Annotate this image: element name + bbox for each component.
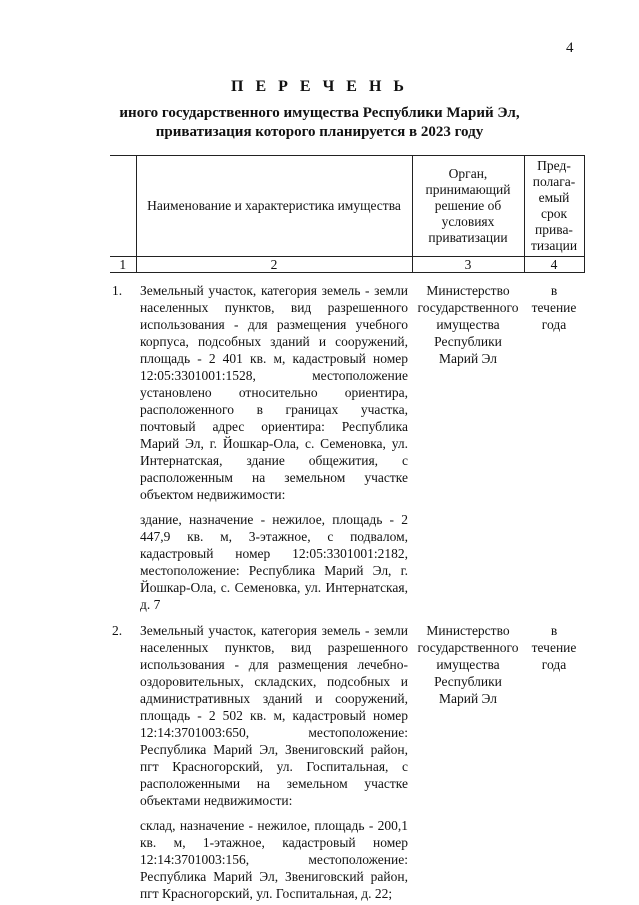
column-number: 1 (110, 257, 136, 273)
description-land-plot: Земельный участок, категория земель - земли населенных пунктов, вид разрешенного использования - для размещения лечебно-оздоровительных, складских, подсобных и административных зданий и сооружений, площадь - 2 502 кв. м, кадастровый номер 12:14:3701003:650, местоположение: Республика Марий Эл, Звениговский район, пгт Красногорский, ул. Госпитальная, с расположенными на земельном участке объектами недвижимости: (140, 623, 408, 808)
description-building: здание, назначение - нежилое, площадь - 2 447,9 кв. м, 3-этажное, с подвалом, кадастровый номер 12:05:3301001:2182, местоположение: Республика Марий Эл, г. Йошкар-Ола, с. Семеновка, ул. Интернатская, д. 7 (140, 512, 408, 612)
row-number: 1. (112, 283, 123, 298)
subtitle-line-2: приватизация которого планируется в 2023 году (155, 124, 484, 140)
subtitle-line-1: иного государственного имущества Республики Марий Эл, (119, 105, 520, 121)
table-row (110, 613, 584, 902)
document-title: П Е Р Е Ч Е Н Ь (231, 78, 408, 95)
row-number: 2. (112, 623, 123, 638)
column-numbers-row (110, 257, 584, 273)
row-organ: Министерство государственного имущества Республики Марий Эл (417, 283, 519, 366)
page-number: 4 (566, 40, 574, 56)
header-col-number (110, 156, 136, 257)
table-header-row (110, 156, 584, 257)
description-land-plot: Земельный участок, категория земель - земли населенных пунктов, вид разрешенного использования - для размещения учебного корпуса, подсобных зданий и сооружений, площадь - 2 401 кв. м, кадастровый номер 12:05:3301001:1528, местоположение установлено относительно ориентира, расположенного в границах участка, почтовый адрес ориентира: Республика Марий Эл, г. Йошкар-Ола, с. Семеновка, ул. Интернатская, здание общежития, с расположенным на земельном участке объектом недвижимости: (140, 283, 408, 502)
header-col-organ: Орган, принимающий решение об условиях приватизации (412, 156, 524, 257)
row-description (136, 613, 412, 902)
header-col-name: Наименование и характеристика имущества (136, 156, 412, 257)
column-number: 2 (136, 257, 412, 273)
row-description (136, 273, 412, 614)
property-table (110, 155, 585, 902)
table-row (110, 273, 584, 614)
row-term: в течение года (531, 283, 577, 332)
column-number: 3 (412, 257, 524, 273)
column-number: 4 (524, 257, 584, 273)
description-building: склад, назначение - нежилое, площадь - 200,1 кв. м, 1-этажное, кадастровый номер 12:14:3701003:156, местоположение: Республика Марий Эл, Звениговский район, пгт Красногорский, ул. Госпитальная, д. 22; (140, 818, 408, 901)
header-col-term: Пред-полага-емый срок прива-тизации (524, 156, 584, 257)
row-term: в течение года (531, 623, 577, 672)
document-subtitle (0, 104, 639, 142)
row-organ: Министерство государственного имущества Республики Марий Эл (417, 623, 519, 706)
